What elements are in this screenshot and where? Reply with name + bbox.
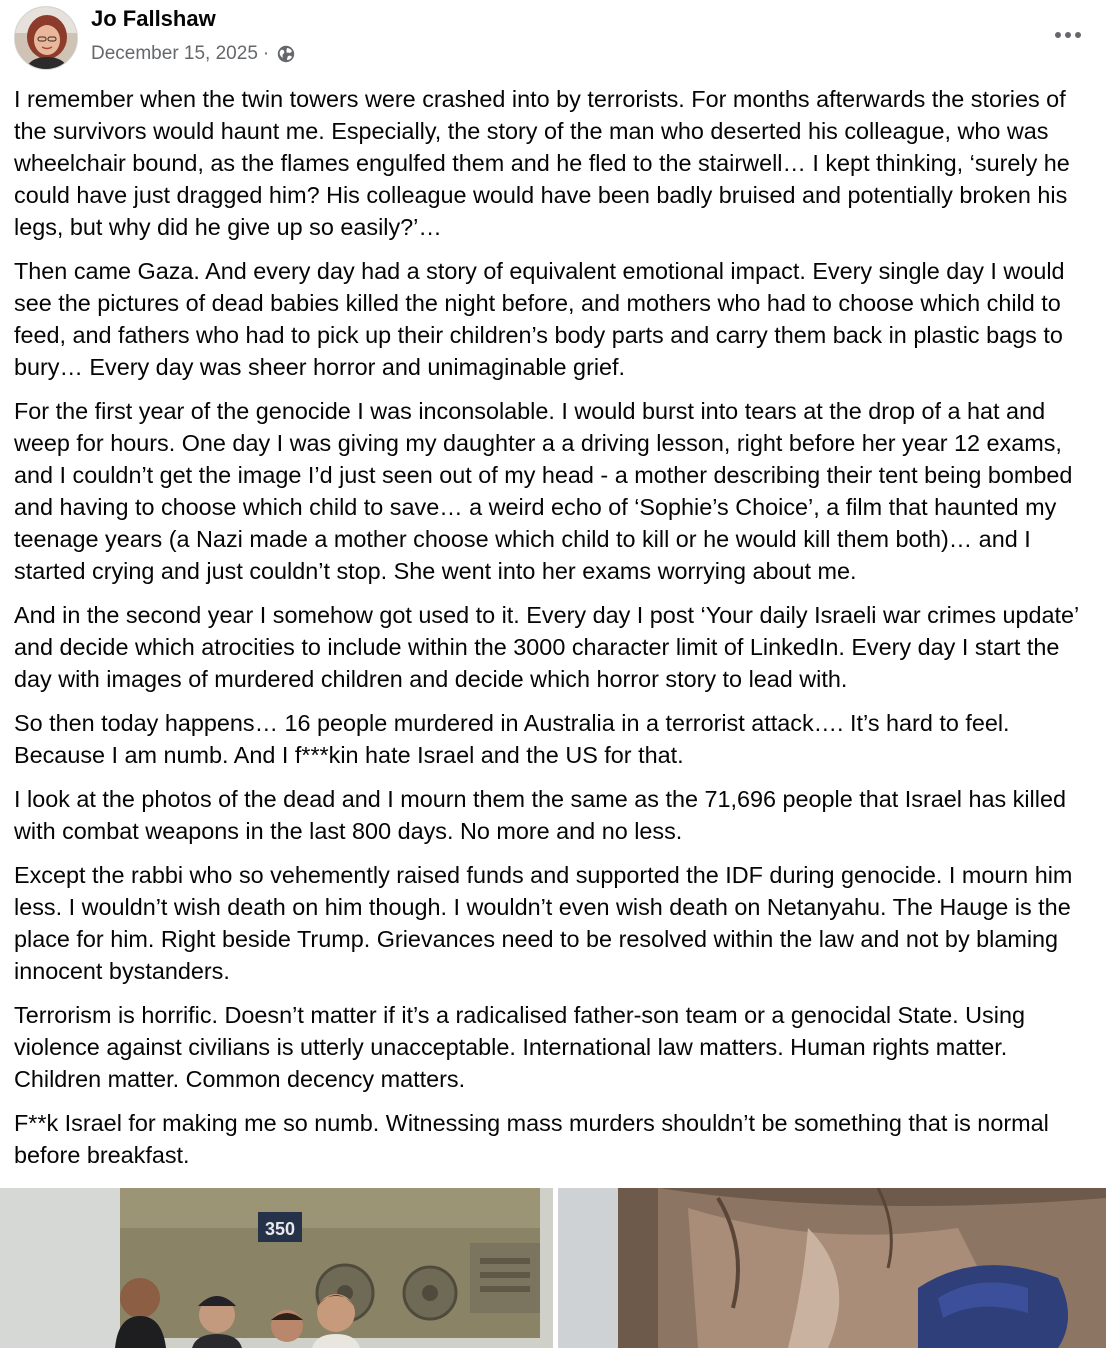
author-avatar[interactable] xyxy=(14,6,78,70)
post-photo-group[interactable] xyxy=(0,1188,553,1348)
post-header xyxy=(0,0,1106,80)
post-paragraph: And in the second year I somehow got used to it. Every day I post ‘Your daily Israeli war crimes update’ and decide which atrocities to include within the 3000 character limit of LinkedIn. Every day I start the day with images of murdered children and decide which horror story to lead with. xyxy=(14,602,1079,692)
post-text xyxy=(14,83,1098,1183)
post-paragraph: Then came Gaza. And every day had a story of equivalent emotional impact. Every single day I would see the pictures of dead babies killed the night before, and mothers who had to choose which child to feed, and fathers who had to pick up their children’s body parts and carry them back in plastic bags to bury… Every day was sheer horror and unimaginable grief. xyxy=(14,258,1065,380)
photo-grid xyxy=(0,1188,1106,1348)
portrait-photo-image xyxy=(558,1188,1106,1348)
post-meta xyxy=(91,41,296,67)
post-paragraph: Terrorism is horrific. Doesn’t matter if it’s a radicalised father-son team or a genocidal State. Using violence against civilians is utterly unacceptable. International law matters. Human rights matter. Children matter. Common decency matters. xyxy=(14,1002,1025,1092)
plate-number: 350 xyxy=(264,1219,296,1239)
post-paragraph: I look at the photos of the dead and I mourn them the same as the 71,696 people that Israel has killed with combat weapons in the last 800 days. No more and no less. xyxy=(14,786,1066,844)
avatar-image xyxy=(15,7,78,70)
post-date[interactable]: December 15, 2025 xyxy=(91,43,258,64)
globe-icon[interactable] xyxy=(276,44,296,64)
author-name[interactable]: Jo Fallshaw xyxy=(91,6,216,31)
more-options-button[interactable] xyxy=(1046,18,1090,52)
post-paragraph: F**k Israel for making me so numb. Witnessing mass murders shouldn’t be something that is normal before breakfast. xyxy=(14,1110,1049,1168)
meta-separator: · xyxy=(262,43,270,64)
post-paragraph: For the first year of the genocide I was inconsolable. I would burst into tears at the drop of a hat and weep for hours. One day I was giving my daughter a a driving lesson, right before her year 12 exams, and I couldn’t get the image I’d just seen out of my head - a mother describing their tent being bombed and having to choose which child to save… a weird echo of ‘Sophie’s Choice’, a film that haunted my teenage years (a Nazi made a mother choose which child to kill or he would kill them both)… and I started crying and just couldn’t stop. She went into her exams worrying about me. xyxy=(14,398,1073,584)
post-photo-portrait[interactable] xyxy=(558,1188,1106,1348)
post-paragraph: So then today happens… 16 people murdered in Australia in a terrorist attack…. It’s hard to feel. Because I am numb. And I f***kin hate Israel and the US for that. xyxy=(14,710,1010,768)
group-photo-image xyxy=(0,1188,553,1348)
post-paragraph: I remember when the twin towers were crashed into by terrorists. For months afterwards the stories of the survivors would haunt me. Especially, the story of the man who deserted his colleague, who was wheelchair bound, as the flames engulfed them and he fled to the stairwell… I kept thinking, ‘surely he could have just dragged him? His colleague would have been badly bruised and potentially broken his legs, but why did he give up so easily?’… xyxy=(14,86,1070,240)
more-options-icon xyxy=(1054,31,1082,39)
post-paragraph: Except the rabbi who so vehemently raised funds and supported the IDF during genocide. I mourn him less. I wouldn’t wish death on him though. I wouldn’t even wish death on Netanyahu. The Hauge is the place for him. Right beside Trump. Grievances need to be resolved within the law and not by blaming innocent bystanders. xyxy=(14,862,1073,984)
